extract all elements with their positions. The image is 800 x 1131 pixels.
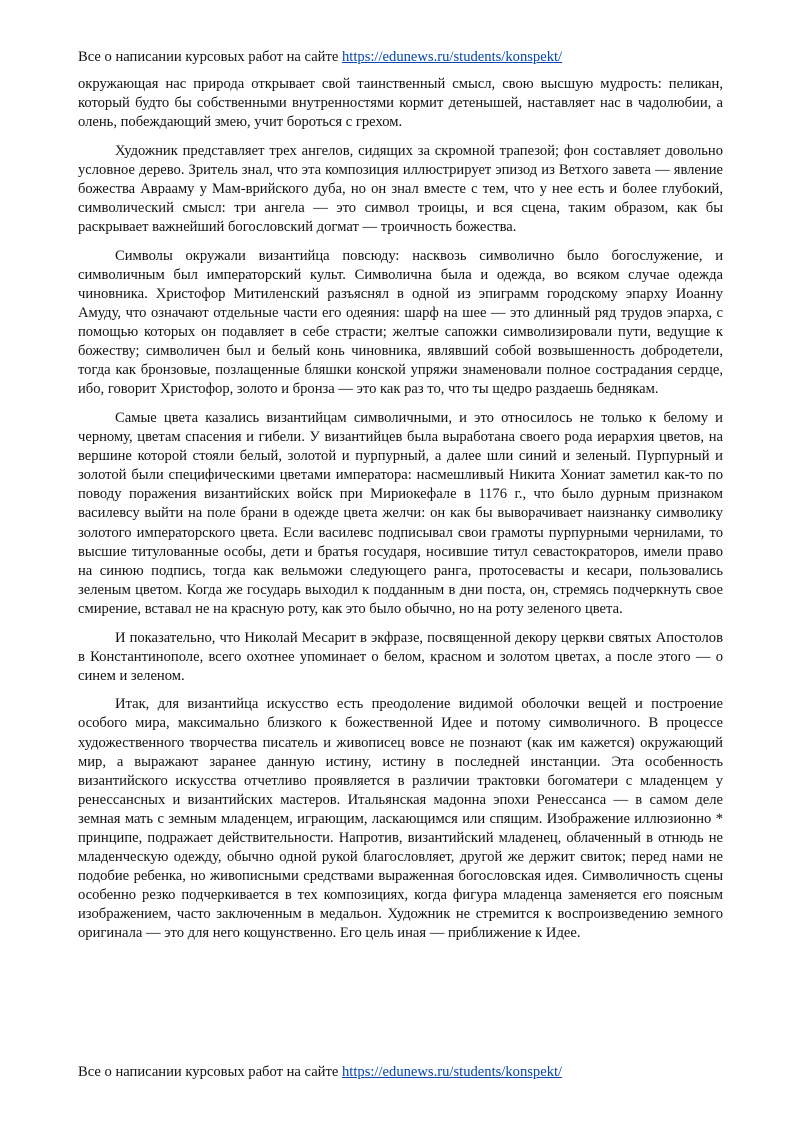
paragraph-2: Художник представляет трех ангелов, сидящих за скромной трапезой; фон составляет довольно условное дерево. Зритель знал, что эта композиция иллюстрирует эпизод из Ветхого завета — явление божества Аврааму у Мам-врийского дуба, но он знал вместе с тем, что у нее есть и более глубокий, символический смысл: три ангела — это символ троицы, и вся сцена, таким образом, как бы раскрывает важнейший богословский догмат — троичность божества. <box>78 142 723 236</box>
header-text: Все о написании курсовых работ на сайте <box>78 49 339 65</box>
page-header <box>78 48 738 67</box>
paragraph-5: И показательно, что Николай Месарит в экфразе, посвященной декору церкви святых Апостолов в Константинополе, всего охотнее упоминает о белом, красном и золотом цветах, а после этого — о синем и зеленом. <box>78 629 723 684</box>
paragraph-4: Самые цвета казались византийцам символичными, и это относилось не только к белому и черному, цветам спасения и гибели. У византийцев была выработана своего рода иерархия цветов, на вершине которой стояли белый, золотой и пурпурный, а далее шли синий и зеленый. Пурпурный и золотой были специфическими цветами императора: насмешливый Никита Хониат заметил как-то по поводу поражения византийских войск при Мириокефале в 1176 г., что было дурным признаком василевсу выйти на поле брани в одежде цвета желчи: он как бы выворачивает наизнанку символику золотого императорского цвета. Если василевс подписывал свои грамоты пурпурными чернилами, то высшие титулованные особы, дети и братья государя, носившие титул севастократоров, имели право на синюю подпись, тогда как вельможи следующего ранга, протосевасты и кесари, пользовались зеленым цветом. Когда же государь выходил к подданным в дни поста, он, стремясь подчеркнуть свое смирение, вставал не на красную роту, как это было обычно, но на роту зеленого цвета. <box>78 410 723 617</box>
footer-text: Все о написании курсовых работ на сайте <box>78 1064 339 1080</box>
paragraph-1: окружающая нас природа открывает свой таинственный смысл, свою высшую мудрость: пеликан, который будто бы собственными внутренностями кормит детенышей, наставляет нас в чадолюбии, а олень, побеждающий змею, учит бороться с грехом. <box>78 76 723 131</box>
paragraph-3: Символы окружали византийца повсюду: насквозь символично было богослужение, и символичным был императорский культ. Символична была и одежда, во всяком случае одежда чиновника. Христофор Митиленский разъяснял в одной из эпиграмм городскому эпарху Иоанну Амуду, что означают отдельные части его одеяния: шарф на шее — это длинный ряд трудов эпарха, с помощью которых он подавляет в себе страсти; желтые сапожки символизировали пути, ведущие к божеству; символичен был и белый конь чиновника, являвший собой возвышенность добродетели, тогда как бронзовые, позлащенные бляшки конской упряжи знаменовали полное сострадания сердце, ибо, говорит Христофор, золото и бронза — это как раз то, что ты щедро раздаешь беднякам. <box>78 247 723 398</box>
paragraph-6: Итак, для византийца искусство есть преодоление видимой оболочки вещей и построение особого мира, максимально близкого к божественной Идее и потому символичного. В процессе художественного творчества писатель и живописец вовсе не познают (как им кажется) окружающий мир, а выражают заранее данную истину, истину в последней инстанции. Эта особенность византийского искусства отчетливо проявляется в различии трактовки богоматери с младенцем у ренессансных и византийских мастеров. Итальянская мадонна эпохи Ренессанса — в самом деле земная мать с земным младенцем, играющим, ласкающимся или спящим. Изображение иллюзионно * принципе, подражает действительности. Напротив, византийский младенец, облаченный в отнюдь не младенческую одежду, обычно одной рукой благословляет, другой же держит свиток; перед нами не подобие ребенка, но живописными средствами выраженная богословская идея. Символичность сцены особенно резко подчеркивается в тех композициях, когда фигура младенца заменяется его поясным изображением, часто заключенным в медальон. Художник не стремится к воспроизведению земного оригинала — это для него кощунственно. Его цель иная — приближение к Идее. <box>78 696 723 942</box>
document-body <box>78 75 723 953</box>
page-footer <box>78 1063 738 1082</box>
footer-link[interactable]: https://edunews.ru/students/konspekt/ <box>342 1064 563 1080</box>
header-link[interactable]: https://edunews.ru/students/konspekt/ <box>342 49 563 65</box>
